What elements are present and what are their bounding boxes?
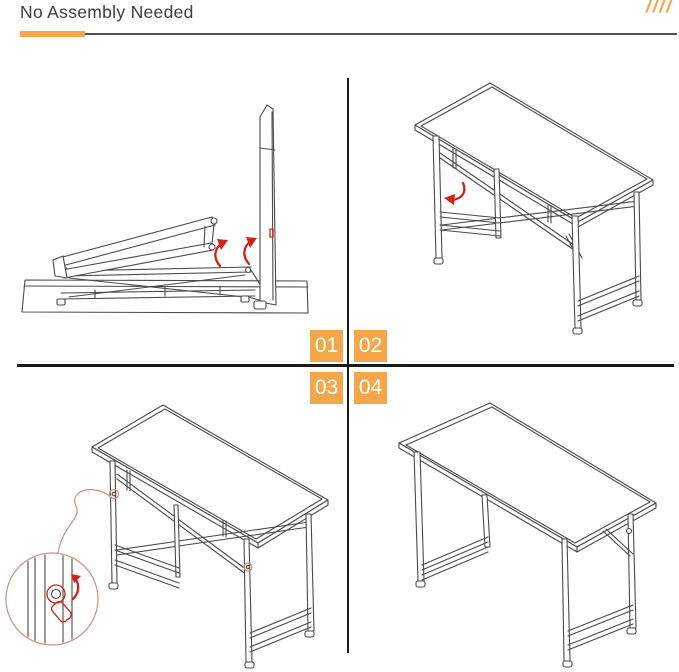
latch-callout-circle [6, 552, 98, 646]
desk-top [399, 403, 656, 552]
latch-detail-icon [47, 574, 81, 624]
step-03-badge: 03 [310, 372, 343, 404]
step-03-illustration [5, 400, 340, 670]
step-02-illustration [360, 70, 679, 338]
step-01-badge: 01 [310, 330, 343, 362]
page-title: No Assembly Needed [20, 2, 194, 22]
grid-divider-horizontal [17, 364, 674, 367]
rotate-arrow-icon [444, 183, 464, 205]
callout-connector-squiggle [58, 490, 110, 553]
decorative-slashes-icon: //// [645, 0, 673, 17]
header-rule-accent-bar [20, 31, 85, 37]
step-02-badge: 02 [354, 330, 387, 362]
lifting-leg-frame [53, 217, 217, 278]
header-rule-line [85, 33, 677, 35]
upright-desktop-panel [254, 105, 276, 309]
step-04-illustration [360, 400, 679, 672]
desk-top [415, 83, 653, 227]
lift-arrow-icon [215, 237, 257, 266]
step-01-illustration [15, 100, 345, 330]
step-04-badge: 04 [354, 372, 387, 404]
